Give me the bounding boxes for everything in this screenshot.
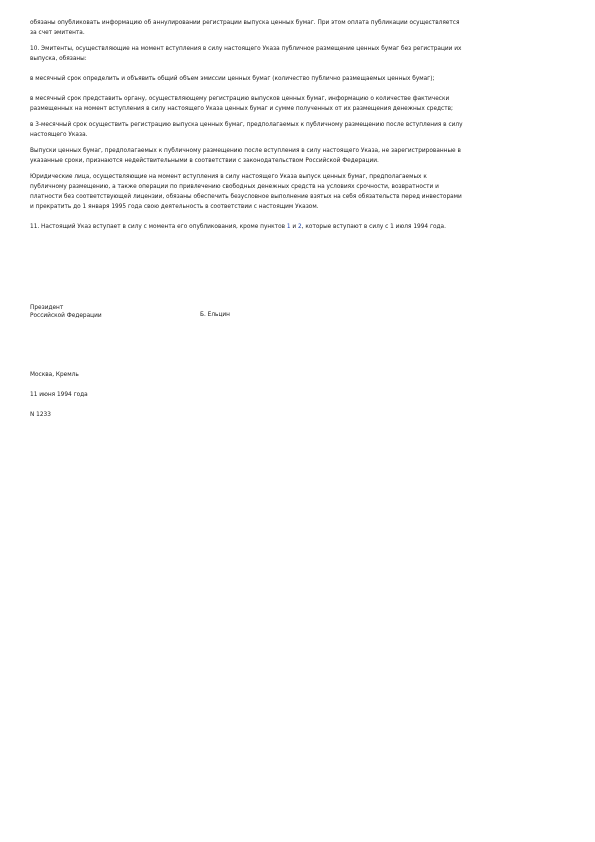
text-line: за счет эмитента. — [30, 30, 85, 36]
paragraph-11 — [30, 222, 570, 232]
clause-text: и — [290, 224, 299, 230]
text-line: и прекратить до 1 января 1995 года свою деятельность в соответствии с настоящим Указом. — [30, 204, 319, 210]
text-line: выпуска, обязаны: — [30, 56, 87, 62]
paragraph-publication — [30, 18, 570, 38]
paragraph-report — [30, 94, 570, 114]
text-line: в месячный срок представить органу, осуществляющему регистрацию выпусков ценных бумаг, информацию о количестве фактически — [30, 96, 450, 102]
signature-title — [30, 304, 102, 320]
text-line: в 3-месячный срок осуществить регистрацию выпуска ценных бумаг, предполагаемых к публичному размещению после вступления в силу — [30, 122, 463, 128]
text-line: платности без соответствующей лицензии, обязаны обеспечить безусловное выполнение взятых на себя обязательств перед инвесторами — [30, 194, 462, 200]
paragraph-10 — [30, 44, 570, 64]
clause-text: , которые вступают в силу с 1 июля 1994 года. — [301, 224, 446, 230]
decree-number: N 1233 — [30, 412, 51, 418]
clause-text: 11. Настоящий Указ вступает в силу с момента его опубликования, кроме пунктов — [30, 224, 287, 230]
paragraph-invalid-issues — [30, 146, 570, 166]
link-point-2[interactable]: 2 — [298, 224, 302, 230]
link-point-1[interactable]: 1 — [286, 224, 291, 230]
text-line: обязаны опубликовать информацию об аннулировании регистрации выпуска ценных бумаг. При этом оплата публикации осуществляется — [30, 20, 460, 26]
date: 11 июня 1994 года — [30, 392, 88, 398]
paragraph-legal-entities — [30, 172, 570, 212]
text-line: настоящего Указа. — [30, 132, 88, 138]
text-line: Юридические лица, осуществляющие на момент вступления в силу настоящего Указа выпуск ценных бумаг, предполагаемых к — [30, 174, 427, 180]
text-line: Выпуски ценных бумаг, предполагаемых к публичному размещению после вступления в силу настоящего Указа, не зарегистрированные в — [30, 148, 461, 154]
paragraph-emission-volume — [30, 74, 570, 84]
place: Москва, Кремль — [30, 372, 79, 378]
text-line: публичному размещению, а также операции по привлечению свободных денежных средств на условиях срочности, возвратности и — [30, 184, 439, 190]
text-line: 10. Эмитенты, осуществляющие на момент вступления в силу настоящего Указа публичное размещение ценных бумаг без регистрации их — [30, 46, 462, 52]
text-line: в месячный срок определить и объявить общий объем эмиссии ценных бумаг (количество публично размещаемых ценных бумаг); — [30, 76, 435, 82]
text-line: размещенных на момент вступления в силу настоящего Указа ценных бумаг и сумме полученных от их размещения денежных средств; — [30, 106, 453, 112]
signatory-name: Б. Ельцин — [200, 312, 230, 318]
decree-text — [30, 18, 570, 232]
text-line: указанные сроки, признаются недействительными в соответствии с законодательством Российской Федерации. — [30, 158, 379, 164]
federation-label: Российской Федерации — [30, 313, 102, 319]
paragraph-registration — [30, 120, 570, 140]
president-label: Президент — [30, 305, 64, 311]
